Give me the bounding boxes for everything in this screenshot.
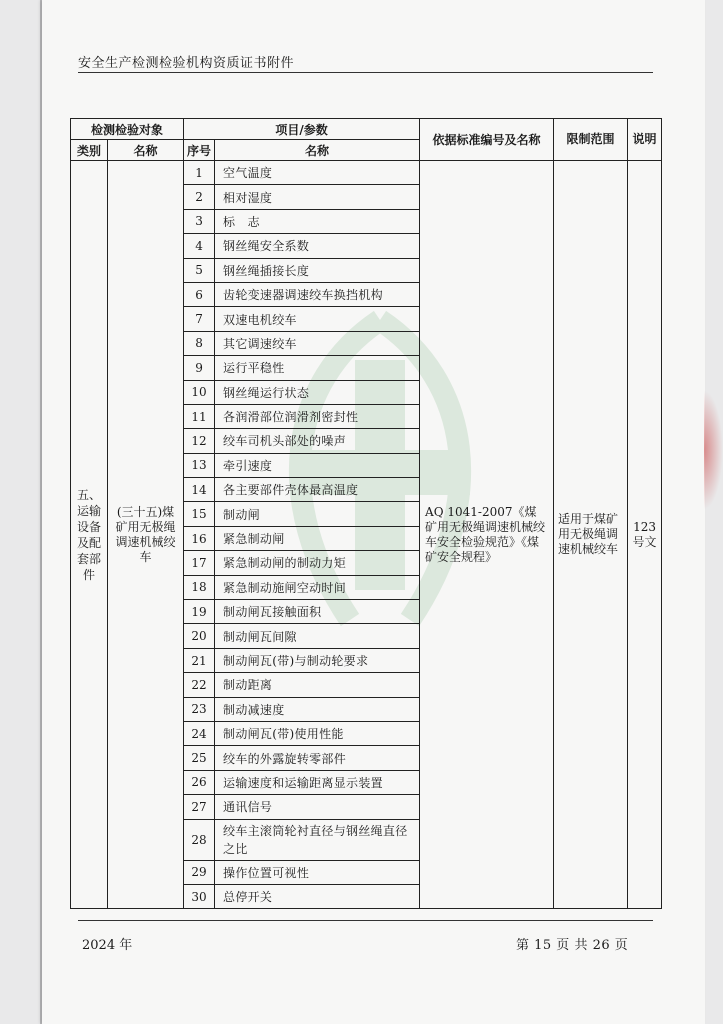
row-seq: 3 <box>184 209 215 233</box>
category-cell: 五、运输设备及配套部件 <box>71 161 108 909</box>
row-seq: 27 <box>184 795 215 819</box>
row-item: 绞车的外露旋转零部件 <box>215 746 420 770</box>
row-seq: 25 <box>184 746 215 770</box>
row-seq: 24 <box>184 721 215 745</box>
row-item: 各主要部件壳体最高温度 <box>215 478 420 502</box>
row-item: 紧急制动闸 <box>215 526 420 550</box>
row-item: 其它调速绞车 <box>215 331 420 355</box>
footer-page-number: 第 15 页 共 26 页 <box>516 938 629 953</box>
header-project: 项目/参数 <box>184 119 420 140</box>
row-item: 各润滑部位润滑剂密封性 <box>215 404 420 428</box>
footer-year: 2024 年 <box>82 938 133 953</box>
row-seq: 16 <box>184 526 215 550</box>
header-category: 类别 <box>71 140 108 161</box>
row-item: 制动闸瓦(带)使用性能 <box>215 721 420 745</box>
row-seq: 7 <box>184 307 215 331</box>
header-scope: 限制范围 <box>554 119 628 161</box>
header-name: 名称 <box>108 140 184 161</box>
row-seq: 11 <box>184 404 215 428</box>
row-seq: 9 <box>184 356 215 380</box>
row-seq: 6 <box>184 282 215 306</box>
row-seq: 20 <box>184 624 215 648</box>
row-seq: 5 <box>184 258 215 282</box>
row-item: 总停开关 <box>215 884 420 908</box>
row-item: 双速电机绞车 <box>215 307 420 331</box>
row-item: 牵引速度 <box>215 453 420 477</box>
row-item: 操作位置可视性 <box>215 860 420 884</box>
row-seq: 29 <box>184 860 215 884</box>
row-seq: 28 <box>184 819 215 860</box>
row-item: 紧急制动施闸空动时间 <box>215 575 420 599</box>
row-seq: 26 <box>184 770 215 794</box>
header-note: 说明 <box>628 119 662 161</box>
row-item: 通讯信号 <box>215 795 420 819</box>
header-item-name: 名称 <box>215 140 420 161</box>
scope-cell: 适用于煤矿用无极绳调速机械绞车 <box>554 161 628 909</box>
row-seq: 4 <box>184 234 215 258</box>
row-item: 运输速度和运输距离显示装置 <box>215 770 420 794</box>
row-seq: 2 <box>184 185 215 209</box>
inspection-table <box>70 118 662 909</box>
row-seq: 12 <box>184 429 215 453</box>
row-seq: 13 <box>184 453 215 477</box>
row-seq: 19 <box>184 600 215 624</box>
row-item: 制动减速度 <box>215 697 420 721</box>
standard-cell: AQ 1041-2007《煤矿用无极绳调速机械绞车安全检验规范》《煤矿安全规程》 <box>420 161 554 909</box>
row-seq: 1 <box>184 161 215 185</box>
row-item: 钢丝绳运行状态 <box>215 380 420 404</box>
row-seq: 14 <box>184 478 215 502</box>
row-seq: 23 <box>184 697 215 721</box>
row-item: 运行平稳性 <box>215 356 420 380</box>
row-seq: 10 <box>184 380 215 404</box>
row-item: 紧急制动闸的制动力矩 <box>215 551 420 575</box>
row-item: 齿轮变速器调速绞车换挡机构 <box>215 282 420 306</box>
row-item: 钢丝绳插接长度 <box>215 258 420 282</box>
header-seq: 序号 <box>184 140 215 161</box>
row-item: 绞车主滚筒轮衬直径与钢丝绳直径之比 <box>215 819 420 860</box>
seal-stamp-edge <box>704 390 723 510</box>
row-seq: 21 <box>184 648 215 672</box>
footer-rule <box>78 920 653 921</box>
row-item: 相对湿度 <box>215 185 420 209</box>
row-seq: 22 <box>184 673 215 697</box>
header-rule <box>78 72 653 73</box>
row-seq: 30 <box>184 884 215 908</box>
header-object: 检测检验对象 <box>71 119 184 140</box>
note-cell: 123号文 <box>628 161 662 909</box>
row-item: 绞车司机头部处的噪声 <box>215 429 420 453</box>
row-seq: 8 <box>184 331 215 355</box>
row-seq: 18 <box>184 575 215 599</box>
row-item: 制动闸瓦接触面积 <box>215 600 420 624</box>
header-title: 安全生产检测检验机构资质证书附件 <box>78 56 295 71</box>
header-standard: 依据标准编号及名称 <box>420 119 554 161</box>
row-seq: 15 <box>184 502 215 526</box>
row-item: 钢丝绳安全系数 <box>215 234 420 258</box>
row-seq: 17 <box>184 551 215 575</box>
row-item: 空气温度 <box>215 161 420 185</box>
row-item: 制动闸瓦(带)与制动轮要求 <box>215 648 420 672</box>
row-item: 标 志 <box>215 209 420 233</box>
object-name-cell: (三十五)煤矿用无极绳调速机械绞车 <box>108 161 184 909</box>
table-row <box>71 161 662 185</box>
row-item: 制动闸 <box>215 502 420 526</box>
row-item: 制动闸瓦间隙 <box>215 624 420 648</box>
row-item: 制动距离 <box>215 673 420 697</box>
